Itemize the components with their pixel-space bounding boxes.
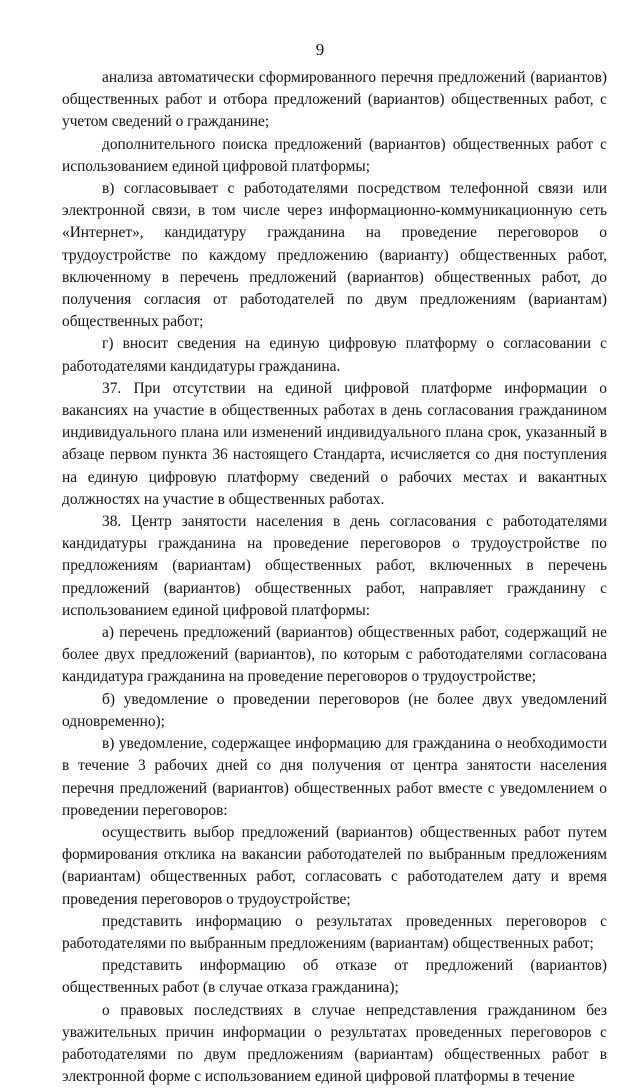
- paragraph: представить информацию об отказе от предложений (вариантов) общественных работ (в случае отказа гражданина);: [62, 957, 607, 997]
- paragraph-continuation: анализа автоматически сформированного перечня предложений (вариантов) общественных работ и отбора предложений (вариантов) общественных работ, с учетом сведений о гражданине;: [62, 69, 607, 131]
- paragraph: 38. Центр занятости населения в день согласования с работодателями кандидатуры гражданина на проведение переговоров о трудоустройстве по предложениям (вариантам) общественных работ, включенных в перечень предложений (вариантов) общественных работ, направляет гражданину с использованием единой цифровой платформы:: [62, 513, 607, 619]
- paragraph: г) вносит сведения на единую цифровую платформу о согласовании с работодателями кандидатуры гражданина.: [62, 335, 607, 375]
- paragraph: о правовых последствиях в случае непредставления гражданином без уважительных причин информации о результатах проведенных переговоров с работодателями по двум предложениям (вариантам) общественных работ в электронной форме с использованием единой цифровой платформы в течение: [62, 1001, 607, 1086]
- paragraph: представить информацию о результатах проведенных переговоров с работодателями по выбранным предложениям (вариантам) общественных работ;: [62, 912, 607, 952]
- paragraph: в) согласовывает с работодателями посредством телефонной связи или электронной связи, в том числе через информационно-коммуникационную сеть «Интернет», кандидатуру гражданина на проведение переговоров о трудоустройстве по каждому предложению (варианту) общественных работ, включенному в перечень предложений (вариантов) общественных работ, до получения согласия от работодателей по двум предложениям (вариантам) общественных работ;: [62, 180, 607, 331]
- paragraph: в) уведомление, содержащее информацию для гражданина о необходимости в течение 3 рабочих дней со дня получения от центра занятости населения перечня предложений (вариантов) общественных работ вместе с уведомлением о проведении переговоров:: [62, 735, 607, 819]
- paragraph: 37. При отсутствии на единой цифровой платформе информации о вакансиях на участие в общественных работах в день согласования гражданином индивидуального плана или изменений индивидуального плана срок, указанный в абзаце первом пункта 36 настоящего Стандарта, исчисляется со дня поступления на единую цифровую платформу сведений о рабочих местах и вакантных должностях на участие в общественных работах.: [62, 379, 607, 508]
- paragraph: осуществить выбор предложений (вариантов) общественных работ путем формирования отклика на вакансии работодателей по выбранным предложениям (вариантам) общественных работ, согласовать с работодателем дату и время проведения переговоров о трудоустройстве;: [62, 823, 607, 908]
- paragraph: а) перечень предложений (вариантов) общественных работ, содержащий не более двух предложений (вариантов), по которым с работодателями согласована кандидатура гражданина на проведение переговоров о трудоустройстве;: [62, 624, 607, 686]
- page-number: 9: [315, 40, 325, 59]
- paragraph: б) уведомление о проведении переговоров (не более двух уведомлений одновременно);: [62, 690, 607, 730]
- paragraph: дополнительного поиска предложений (вариантов) общественных работ с использованием единой цифровой платформы;: [62, 135, 607, 175]
- body-text: [62, 67, 607, 1088]
